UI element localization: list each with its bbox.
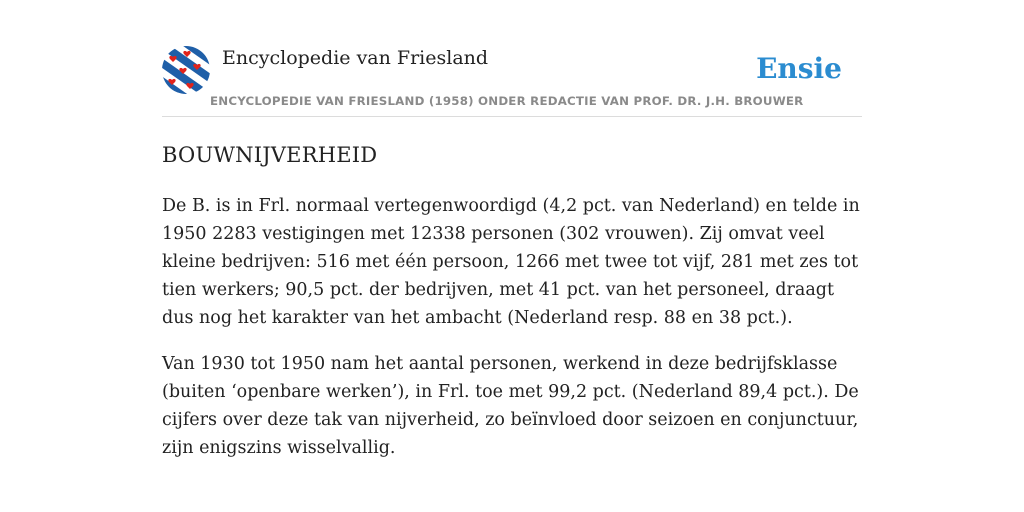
site-title[interactable]: Encyclopedie van Friesland [222,47,489,69]
article-title: BOUWNIJVERHEID [162,143,378,167]
article-paragraph: Van 1930 tot 1950 nam het aantal personen, werkend in deze bedrijfsklasse (buiten ‘openbare werken’), in Frl. toe met 99,2 pct. (Nederland 89,4 pct.). De cijfers over deze tak van nijverheid, zo beïnvloed door seizoen en conjunctuur, zijn enigszins wisselvallig. [162,354,859,458]
site-header [162,46,862,117]
encyclopedia-subtitle: ENCYCLOPEDIE VAN FRIESLAND (1958) ONDER REDACTIE VAN PROF. DR. J.H. BROUWER [210,94,804,108]
article-paragraph: De B. is in Frl. normaal vertegenwoordigd (4,2 pct. van Nederland) en telde in 1950 2283 vestigingen met 12338 personen (302 vrouwen). Zij omvat veel kleine bedrijven: 516 met één persoon, 1266 met twee tot vijf, 281 met zes tot tien werkers; 90,5 pct. der bedrijven, met 41 pct. van het personeel, draagt dus nog het karakter van het ambacht (Nederland resp. 88 en 38 pct.). [162,196,860,328]
ensie-logo-link[interactable]: Ensie [756,52,842,85]
article [162,140,862,462]
frisian-flag-icon[interactable] [162,46,210,94]
